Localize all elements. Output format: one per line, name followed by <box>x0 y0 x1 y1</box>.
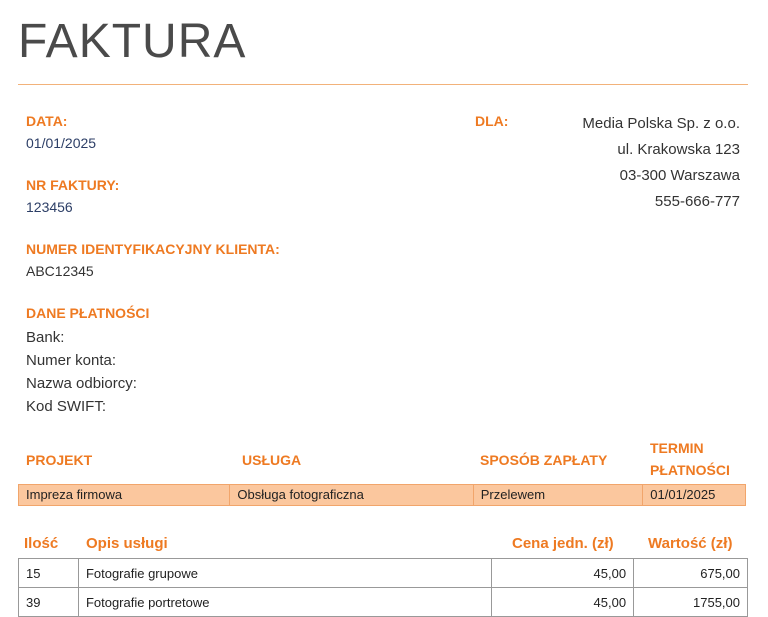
header-description: Opis usługi <box>86 535 168 552</box>
invoice-number-value: 123456 <box>26 199 73 215</box>
header-payment-method: SPOSÓB ZAPŁATY <box>480 452 608 468</box>
unit-price-cell: 45,00 <box>492 559 634 588</box>
recipient-label: DLA: <box>475 113 509 129</box>
project-cell: Impreza firmowa <box>19 485 230 505</box>
payment-account-line: Numer konta: <box>26 352 117 369</box>
recipient-phone: 555-666-777 <box>654 193 740 210</box>
recipient-address <box>582 111 740 215</box>
payment-bank-line: Bank: <box>26 329 65 346</box>
service-cell: Obsługa fotograficzna <box>230 485 473 505</box>
items-table-header <box>18 535 748 555</box>
header-quantity: Ilość <box>24 535 59 552</box>
description-cell: Fotografie grupowe <box>78 559 491 588</box>
payment-swift-line: Kod SWIFT: <box>26 398 107 415</box>
date-value: 01/01/2025 <box>26 135 97 151</box>
header-due-line1: TERMIN <box>650 440 704 456</box>
quantity-cell: 39 <box>19 588 79 617</box>
invoice-number-label: NR FAKTURY: <box>26 177 120 193</box>
header-project: PROJEKT <box>26 452 93 468</box>
recipient-city: 03-300 Warszawa <box>619 167 740 184</box>
description-cell: Fotografie portretowe <box>78 588 491 617</box>
project-row <box>18 484 746 506</box>
payment-details-label: DANE PŁATNOŚCI <box>26 305 150 321</box>
recipient-company: Media Polska Sp. z o.o. <box>582 115 740 132</box>
amount-cell: 1755,00 <box>634 588 748 617</box>
due-date-cell: 01/01/2025 <box>650 487 716 502</box>
table-row <box>19 588 748 617</box>
header-unit-price: Cena jedn. (zł) <box>512 535 614 552</box>
header-amount: Wartość (zł) <box>648 535 733 552</box>
invoice-title: FAKTURA <box>18 15 247 68</box>
items-table <box>18 558 748 617</box>
payment-method-cell: Przelewem <box>474 485 644 505</box>
recipient-street: ul. Krakowska 123 <box>617 141 740 158</box>
unit-price-cell: 45,00 <box>492 588 634 617</box>
table-row <box>19 559 748 588</box>
date-label: DATA: <box>26 113 68 129</box>
payment-recipient-line: Nazwa odbiorcy: <box>26 375 137 392</box>
header-service: USŁUGA <box>242 452 302 468</box>
amount-cell: 675,00 <box>634 559 748 588</box>
client-id-label: NUMER IDENTYFIKACYJNY KLIENTA: <box>26 241 280 257</box>
payment-details <box>26 326 137 418</box>
project-table-header <box>18 438 748 482</box>
client-id-value: ABC12345 <box>26 263 94 279</box>
title-divider <box>18 84 748 85</box>
header-due-line2: PŁATNOŚCI <box>650 462 730 478</box>
quantity-cell: 15 <box>19 559 79 588</box>
